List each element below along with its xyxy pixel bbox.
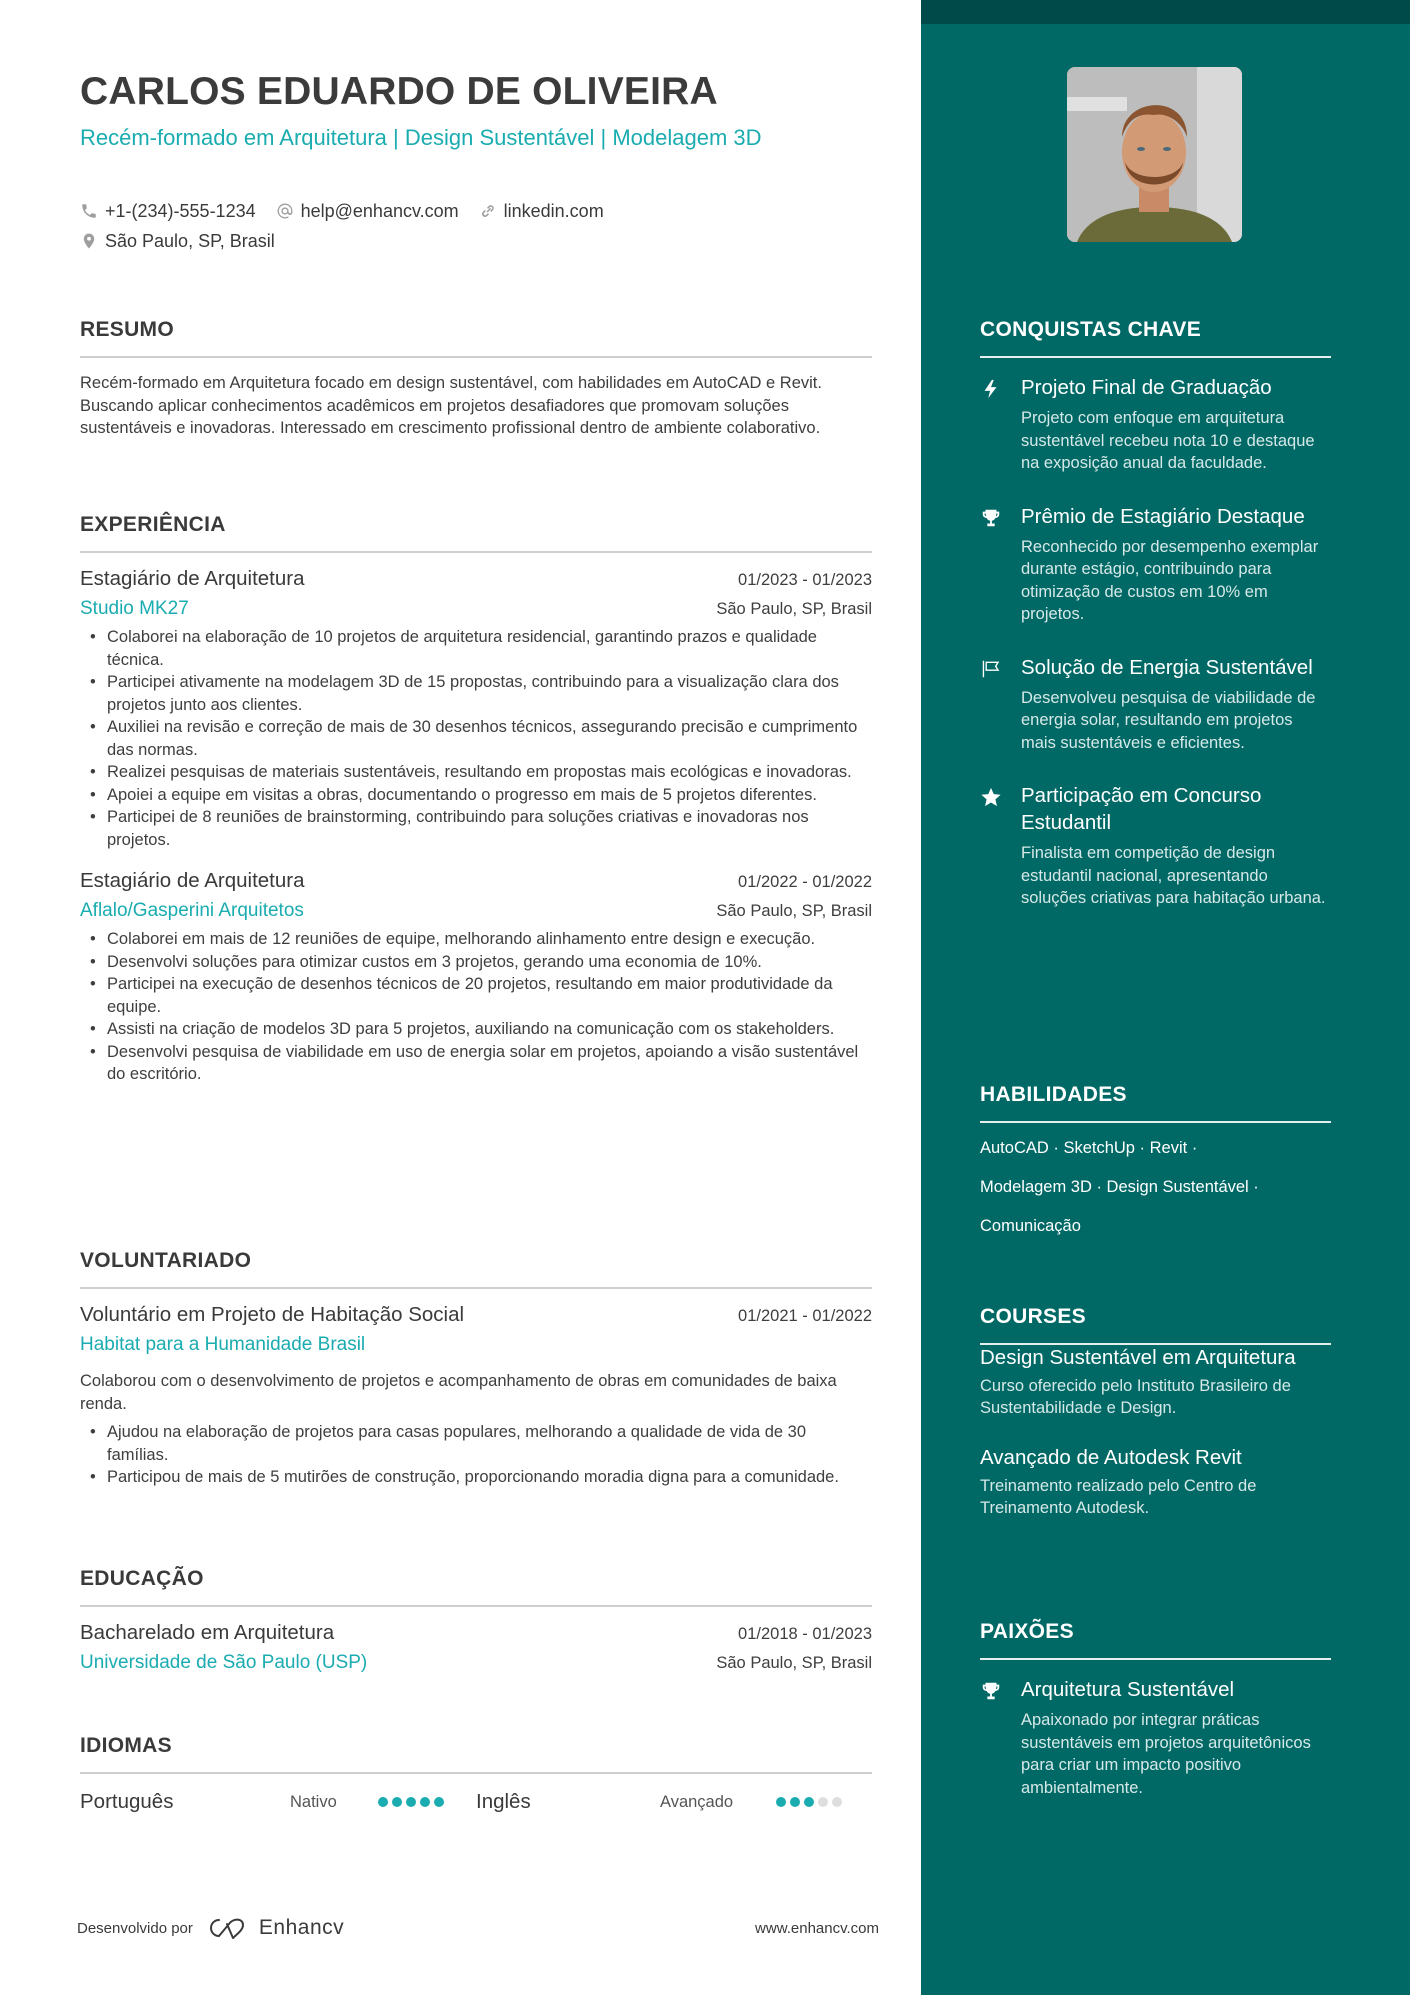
job-location: São Paulo, SP, Brasil — [716, 600, 872, 618]
location-pin-icon — [80, 232, 98, 250]
headline: Recém-formado em Arquitetura | Design Sustentável | Modelagem 3D — [80, 125, 762, 150]
email-value: help@enhancv.com — [300, 200, 459, 221]
achievement-title: Projeto Final de Graduação — [1021, 376, 1272, 399]
contact-row — [80, 228, 624, 254]
section-title: IDIOMAS — [80, 1734, 172, 1757]
section-divider — [980, 1121, 1331, 1123]
section-title: RESUMO — [80, 318, 174, 341]
volunteer-role: Voluntário em Projeto de Habitação Social — [80, 1303, 465, 1326]
achievement-item — [980, 503, 1331, 626]
contact-location — [80, 231, 275, 252]
language-level: Avançado — [660, 1792, 734, 1811]
language-rating — [378, 1797, 448, 1807]
achievement-item — [980, 374, 1331, 475]
education-dates: 01/2018 - 01/2023 — [738, 1625, 872, 1643]
company-name: Aflalo/Gasperini Arquitetos — [80, 900, 304, 921]
languages-section — [80, 1732, 872, 1816]
summary-text: Recém-formado em Arquitetura focado em design sustentável, com habilidades em AutoCAD e Revit. Buscando aplicar conhecimentos acadêmicos em projetos desafiadores que promovam soluções sustentáveis e inovadoras. Interessado em crescimento profissional dentro de ambiente colaborativo. — [80, 374, 822, 437]
contact-link[interactable] — [479, 201, 604, 222]
job-title: Estagiário de Arquitetura — [80, 869, 305, 892]
bullet-item: • Apoiei a equipe em visitas a obras, documentando o progresso em mais de 5 projetos diferentes. — [80, 784, 872, 807]
courses-section — [980, 1303, 1331, 1519]
sidebar-top-band — [921, 0, 1410, 24]
section-title: PAIXÕES — [980, 1620, 1074, 1643]
course-title: Design Sustentável em Arquitetura — [980, 1346, 1296, 1369]
degree-title: Bacharelado em Arquitetura — [80, 1621, 335, 1644]
link-value: linkedin.com — [503, 200, 604, 221]
job-dates: 01/2022 - 01/2022 — [738, 873, 872, 891]
bullet-item: • Desenvolvi soluções para otimizar custos em 3 projetos, gerando uma economia de 10%. — [80, 951, 872, 974]
skills-line: AutoCAD · SketchUp · Revit · — [980, 1139, 1198, 1157]
contact-email[interactable] — [276, 201, 459, 222]
course-description: Treinamento realizado pelo Centro de Treinamento Autodesk. — [980, 1477, 1257, 1517]
volunteering-entry — [80, 1303, 872, 1489]
brand-name: Enhancv — [258, 1916, 345, 1939]
profile-photo — [1067, 67, 1242, 242]
language-name: Português — [80, 1790, 174, 1813]
passion-description: Apaixonado por integrar práticas sustentáveis em projetos arquitetônicos para criar um impacto positivo ambientalmente. — [1021, 1711, 1311, 1797]
achievement-title: Participação em Concurso Estudantil — [1021, 784, 1262, 834]
volunteering-section — [80, 1247, 872, 1489]
location-value: São Paulo, SP, Brasil — [105, 230, 275, 251]
passion-item — [980, 1676, 1331, 1799]
language-item — [80, 1790, 476, 1814]
contact-phone[interactable] — [80, 201, 256, 222]
achievement-description: Finalista em competição de design estudantil nacional, apresentando soluções criativas para habitação urbana. — [1021, 844, 1326, 907]
job-bullets — [80, 626, 872, 851]
rating-dot-filled — [406, 1797, 416, 1807]
company-name: Studio MK27 — [80, 598, 189, 619]
section-divider — [80, 1287, 872, 1289]
bullet-item: • Assisti na criação de modelos 3D para 5 projetos, auxiliando na comunicação com os stakeholders. — [80, 1018, 872, 1041]
rating-dot-filled — [378, 1797, 388, 1807]
education-section — [80, 1565, 872, 1674]
website-link[interactable]: www.enhancv.com — [755, 1919, 879, 1937]
section-title: COURSES — [980, 1305, 1086, 1328]
bullet-item: • Participei de 8 reuniões de brainstorming, contribuindo para soluções criativas e inovadoras nos projetos. — [80, 806, 872, 851]
trophy-icon — [980, 1680, 1002, 1702]
star-icon — [980, 786, 1002, 808]
skills-list — [980, 1129, 1331, 1246]
section-title: EDUCAÇÃO — [80, 1567, 204, 1590]
section-title: CONQUISTAS CHAVE — [980, 318, 1202, 341]
volunteer-bullets — [80, 1421, 872, 1489]
bullet-item: • Colaborei em mais de 12 reuniões de equipe, melhorando alinhamento entre design e execução. — [80, 928, 872, 951]
volunteer-organization: Habitat para a Humanidade Brasil — [80, 1334, 366, 1355]
contact-info — [80, 198, 624, 258]
course-item — [980, 1445, 1331, 1519]
job-dates: 01/2023 - 01/2023 — [738, 571, 872, 589]
section-divider — [80, 1772, 872, 1774]
section-title: VOLUNTARIADO — [80, 1249, 252, 1272]
course-description: Curso oferecido pelo Instituto Brasileiro de Sustentabilidade e Design. — [980, 1377, 1291, 1417]
language-name: Inglês — [476, 1790, 531, 1813]
powered-by-label: Desenvolvido por — [77, 1919, 193, 1937]
skills-line: Modelagem 3D · Design Sustentável · — [980, 1178, 1259, 1196]
phone-value: +1-(234)-555-1234 — [105, 200, 256, 221]
bullet-item: • Ajudou na elaboração de projetos para casas populares, melhorando a qualidade de vida de 30 famílias. — [80, 1421, 872, 1466]
experience-entry — [80, 869, 872, 1086]
lightning-bolt-icon — [980, 378, 1002, 400]
section-divider — [980, 356, 1331, 358]
course-item — [980, 1345, 1331, 1419]
achievement-title: Prêmio de Estagiário Destaque — [1021, 504, 1305, 528]
trophy-icon — [980, 507, 1002, 529]
bullet-item: • Desenvolvi pesquisa de viabilidade em uso de energia solar em projetos, apoiando a visão sustentável do escritório. — [80, 1041, 872, 1086]
volunteer-description: Colaborou com o desenvolvimento de projetos e acompanhamento de obras em comunidades de baixa renda. — [80, 1372, 837, 1413]
languages-row — [80, 1788, 872, 1816]
enhancv-logo-icon — [205, 1916, 251, 1940]
link-icon — [479, 202, 497, 220]
rating-dot-filled — [790, 1797, 800, 1807]
achievement-item — [980, 654, 1331, 755]
achievement-item — [980, 782, 1331, 910]
job-bullets — [80, 928, 872, 1086]
section-divider — [80, 551, 872, 553]
passions-section — [980, 1618, 1331, 1799]
achievement-title: Solução de Energia Sustentável — [1021, 655, 1313, 679]
section-divider — [80, 1605, 872, 1607]
bullet-item: • Colaborei na elaboração de 10 projetos de arquitetura residencial, garantindo prazos e qualidade técnica. — [80, 626, 872, 671]
achievement-description: Desenvolveu pesquisa de viabilidade de energia solar, resultando em projetos mais sustentáveis e eficientes. — [1021, 688, 1316, 752]
school-name: Universidade de São Paulo (USP) — [80, 1652, 368, 1673]
rating-dot-filled — [776, 1797, 786, 1807]
achievement-description: Projeto com enfoque em arquitetura sustentável recebeu nota 10 e destaque na exposição anual da faculdade. — [1021, 409, 1315, 472]
volunteer-dates: 01/2021 - 01/2022 — [738, 1307, 872, 1325]
footer-branding — [77, 1916, 344, 1940]
language-level: Nativo — [290, 1792, 337, 1811]
skills-line: Comunicação — [980, 1217, 1081, 1235]
sidebar — [921, 0, 1410, 1995]
bullet-item: • Participei na execução de desenhos técnicos de 20 projetos, resultando em maior produtividade da equipe. — [80, 973, 872, 1018]
course-title: Avançado de Autodesk Revit — [980, 1446, 1242, 1469]
bullet-item: • Realizei pesquisas de materiais sustentáveis, resultando em propostas mais ecológicas e inovadoras. — [80, 761, 872, 784]
skills-section — [980, 1081, 1331, 1246]
school-location: São Paulo, SP, Brasil — [716, 1654, 872, 1672]
bullet-item: • Participou de mais de 5 mutirões de construção, proporcionando moradia digna para a comunidade. — [80, 1466, 872, 1489]
person-photo-icon — [1067, 67, 1242, 242]
job-location: São Paulo, SP, Brasil — [716, 902, 872, 920]
bullet-item: • Participei ativamente na modelagem 3D de 15 propostas, contribuindo para a visualização clara dos projetos junto aos clientes. — [80, 671, 872, 716]
rating-dot-filled — [804, 1797, 814, 1807]
section-title: HABILIDADES — [980, 1083, 1127, 1106]
job-title: Estagiário de Arquitetura — [80, 567, 305, 590]
section-divider — [980, 1658, 1331, 1660]
footer — [77, 1916, 879, 1940]
rating-dot-empty — [832, 1797, 842, 1807]
contact-row — [80, 198, 624, 224]
rating-dot-filled — [434, 1797, 444, 1807]
candidate-name: CARLOS EDUARDO DE OLIVEIRA — [80, 70, 718, 113]
section-divider — [80, 356, 872, 358]
rating-dot-filled — [420, 1797, 430, 1807]
section-title: EXPERIÊNCIA — [80, 513, 226, 536]
passion-title: Arquitetura Sustentável — [1021, 1678, 1235, 1701]
flag-icon — [980, 658, 1002, 680]
enhancv-logo[interactable] — [205, 1916, 344, 1940]
achievement-description: Reconhecido por desempenho exemplar durante estágio, contribuindo para otimização de custos em 10% em projetos. — [1021, 537, 1319, 623]
phone-icon — [80, 202, 98, 220]
experience-section — [80, 511, 872, 1086]
rating-dot-empty — [818, 1797, 828, 1807]
experience-entry — [80, 567, 872, 851]
rating-dot-filled — [392, 1797, 402, 1807]
bullet-item: • Auxiliei na revisão e correção de mais de 30 desenhos técnicos, assegurando precisão e cumprimento das normas. — [80, 716, 872, 761]
summary-section — [80, 316, 872, 440]
at-icon — [276, 202, 294, 220]
education-entry — [80, 1621, 872, 1674]
language-rating — [776, 1797, 846, 1807]
language-item — [476, 1790, 872, 1814]
achievements-section — [980, 316, 1331, 910]
